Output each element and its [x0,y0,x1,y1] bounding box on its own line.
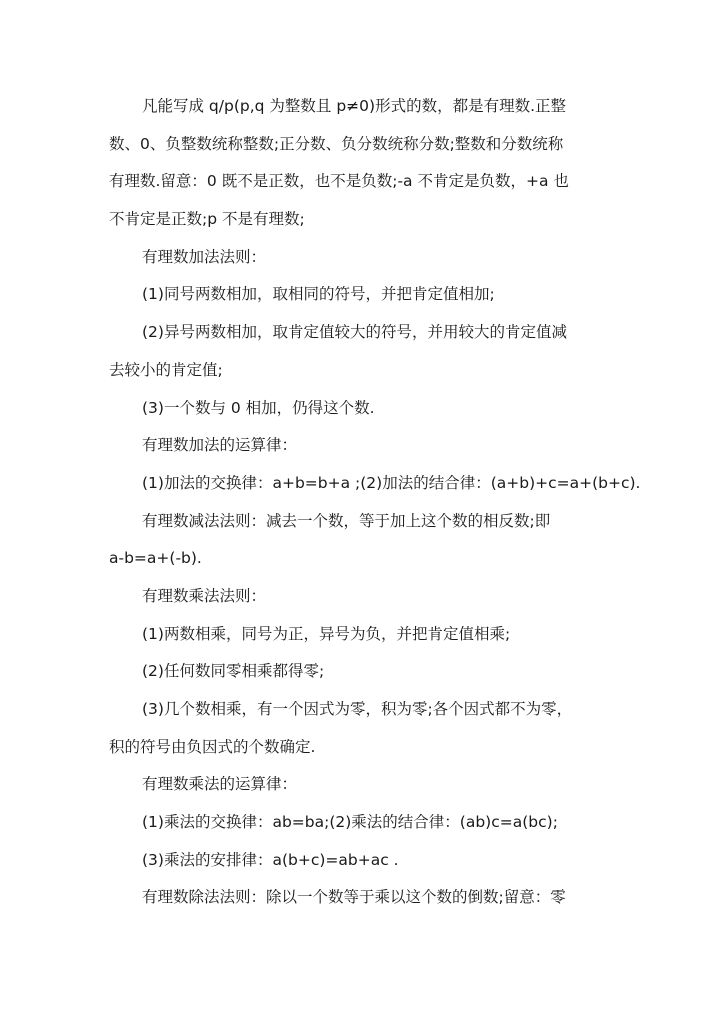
rule-item: (1)加法的交换律：a+b=b+a ;(2)加法的结合律：(a+b)+c=a+(b+c). [142,473,641,492]
rule-item-continuation: a-b=a+(-b). [109,549,202,568]
section-heading: 有理数加法的运算律： [142,436,298,455]
rule-item: (3)几个数相乘，有一个因式为零，积为零;各个因式都不为零， [142,700,573,718]
rule-item-continuation: 积的符号由负因式的个数确定. [109,737,316,756]
rule-item: (2)任何数同零相乘都得零; [142,662,325,681]
rule-item-continuation: 去较小的肯定值; [109,360,223,379]
section-heading: 有理数乘法法则： [142,586,267,605]
rule-item: (2)异号两数相加，取肯定值较大的符号，并用较大的肯定值减 [142,323,567,342]
rule-item: (1)同号两数相加，取相同的符号，并把肯定值相加; [142,285,495,304]
rule-item: (1)两数相乘，同号为正，异号为负，并把肯定值相乘; [142,624,511,643]
section-heading: 有理数除法法则：除以一个数等于乘以这个数的倒数;留意：零 [142,888,566,907]
paragraph-line: 不肯定是正数;p 不是有理数; [109,210,305,229]
section-heading: 有理数乘法的运算律： [142,775,298,794]
section-heading: 有理数减法法则：减去一个数，等于加上这个数的相反数;即 [142,511,551,530]
paragraph-line: 数、0、负整数统称整数;正分数、负分数统称分数;整数和分数统称 [109,134,564,153]
rule-item: (3)一个数与 0 相加，仍得这个数. [142,398,375,417]
rule-item: (1)乘法的交换律：ab=ba;(2)乘法的结合律：(ab)c=a(bc); [142,813,558,832]
paragraph-line: 有理数.留意：0 既不是正数，也不是负数;-a 不肯定是负数，+a 也 [109,172,569,191]
rule-item: (3)乘法的安排律：a(b+c)=ab+ac . [142,850,399,869]
document-body [109,88,641,917]
section-heading: 有理数加法法则： [142,247,267,266]
paragraph-line: 凡能写成 q/p(p,q 为整数且 p≠0)形式的数，都是有理数.正整 [142,97,566,115]
